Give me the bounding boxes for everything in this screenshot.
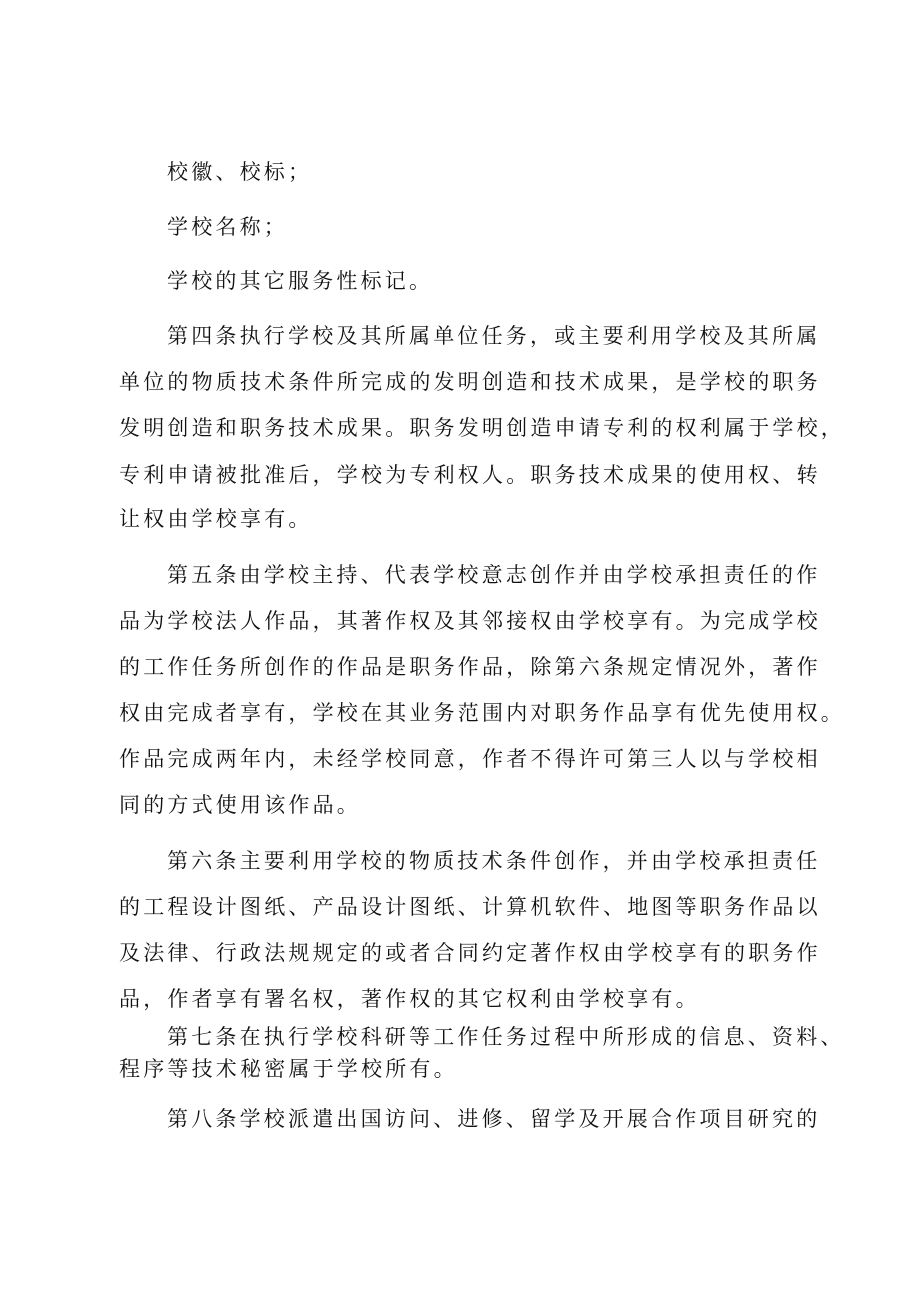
article-8-line-1: 第八条学校派遣出国访问、进修、留学及开展合作项目研究的 [167,1107,821,1131]
article-6-line-3: 及法律、行政法规规定的或者合同约定著作权由学校享有的职务作 [119,941,821,965]
article-5-line-6: 同的方式使用该作品。 [119,793,361,817]
article-5-line-5: 作品完成两年内，未经学校同意，作者不得许可第三人以与学校相 [119,747,821,771]
article-4-line-3: 发明创造和职务技术成果。职务发明创造申请专利的权利属于学校， [119,416,845,440]
article-6-line-4: 品，作者享有署名权，著作权的其它权利由学校享有。 [119,987,700,1011]
article-5-line-3: 的工作任务所创作的作品是职务作品，除第六条规定情况外，著作 [119,655,821,679]
article-5-line-4: 权由完成者享有，学校在其业务范围内对职务作品享有优先使用权。 [119,701,845,725]
article-7-line-1: 第七条在执行学校科研等工作任务过程中所形成的信息、资料、 [167,1025,845,1049]
article-6-line-2: 的工程设计图纸、产品设计图纸、计算机软件、地图等职务作品以 [119,895,821,919]
article-4-line-4: 专利申请被批准后，学校为专利权人。职务技术成果的使用权、转 [119,463,821,487]
article-4-line-1: 第四条执行学校及其所属单位任务，或主要利用学校及其所属 [167,324,821,348]
article-5-line-2: 品为学校法人作品，其著作权及其邻接权由学校享有。为完成学校 [119,609,821,633]
list-item-other-marks: 学校的其它服务性标记。 [167,269,434,293]
list-item-emblem: 校徽、校标； [167,160,313,184]
article-5-line-1: 第五条由学校主持、代表学校意志创作并由学校承担责任的作 [167,563,821,587]
article-7-line-2: 程序等技术秘密属于学校所有。 [119,1057,458,1081]
article-6-line-1: 第六条主要利用学校的物质技术条件创作，并由学校承担责任 [167,849,821,873]
list-item-school-name: 学校名称； [167,215,288,239]
article-4-line-5: 让权由学校享有。 [119,507,313,531]
article-4-line-2: 单位的物质技术条件所完成的发明创造和技术成果，是学校的职务 [119,370,821,394]
